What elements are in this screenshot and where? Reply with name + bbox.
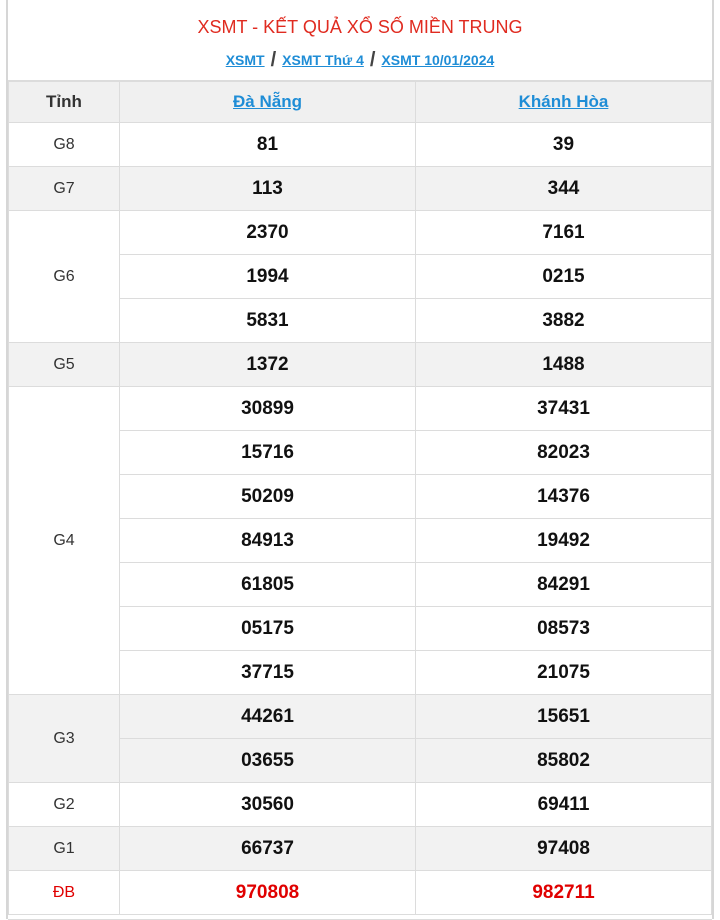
table-row [9,695,712,739]
result-number: 1372 [120,343,416,387]
result-number: 30560 [120,783,416,827]
result-number: 19492 [416,519,712,563]
result-number: 97408 [416,827,712,871]
prize-label: G4 [9,387,120,695]
result-number: 21075 [416,651,712,695]
result-number: 982711 [416,871,712,915]
result-number: 15716 [120,431,416,475]
result-number: 03655 [120,739,416,783]
table-row [9,343,712,387]
result-number: 14376 [416,475,712,519]
result-number: 69411 [416,783,712,827]
result-number: 5831 [120,299,416,343]
breadcrumb [8,48,712,70]
result-number: 84913 [120,519,416,563]
result-number: 81 [120,123,416,167]
prize-label: G2 [9,783,120,827]
result-number: 1994 [120,255,416,299]
prize-label: G7 [9,167,120,211]
result-number: 84291 [416,563,712,607]
result-number: 3882 [416,299,712,343]
column-header-da-nang [120,82,416,123]
result-number: 15651 [416,695,712,739]
breadcrumb-separator: / [369,49,376,71]
prize-label: G1 [9,827,120,871]
result-number: 0215 [416,255,712,299]
breadcrumb-link-weekday[interactable]: XSMT Thứ 4 [282,52,364,68]
prize-label: G5 [9,343,120,387]
result-number: 344 [416,167,712,211]
result-number: 7161 [416,211,712,255]
column-header-khanh-hoa [416,82,712,123]
table-footer-divider [8,915,712,920]
result-number: 30899 [120,387,416,431]
table-row [9,167,712,211]
result-number: 50209 [120,475,416,519]
result-number: 113 [120,167,416,211]
breadcrumb-link-xsmt[interactable]: XSMT [225,52,265,68]
results-panel [6,0,714,919]
prize-label: ĐB [9,871,120,915]
page-title: XSMT - KẾT QUẢ XỔ SỐ MIỀN TRUNG [197,17,523,37]
result-number: 1488 [416,343,712,387]
table-row [9,123,712,167]
breadcrumb-separator: / [270,49,277,71]
prize-label: G6 [9,211,120,343]
table-row [9,827,712,871]
breadcrumb-link-date[interactable]: XSMT 10/01/2024 [381,52,495,68]
result-number: 970808 [120,871,416,915]
result-number: 39 [416,123,712,167]
prize-label: G8 [9,123,120,167]
result-number: 05175 [120,607,416,651]
province-link-da-nang[interactable]: Đà Nẵng [233,92,302,111]
result-number: 08573 [416,607,712,651]
results-table [8,81,712,915]
table-row [9,387,712,431]
result-number: 66737 [120,827,416,871]
table-row [9,783,712,827]
results-header [8,0,712,81]
result-number: 82023 [416,431,712,475]
column-header-province: Tỉnh [9,82,120,123]
table-row [9,871,712,915]
result-number: 37715 [120,651,416,695]
result-number: 37431 [416,387,712,431]
province-link-khanh-hoa[interactable]: Khánh Hòa [518,92,609,111]
results-body [9,123,712,915]
result-number: 44261 [120,695,416,739]
prize-label: G3 [9,695,120,783]
result-number: 85802 [416,739,712,783]
table-row [9,211,712,255]
result-number: 2370 [120,211,416,255]
result-number: 61805 [120,563,416,607]
